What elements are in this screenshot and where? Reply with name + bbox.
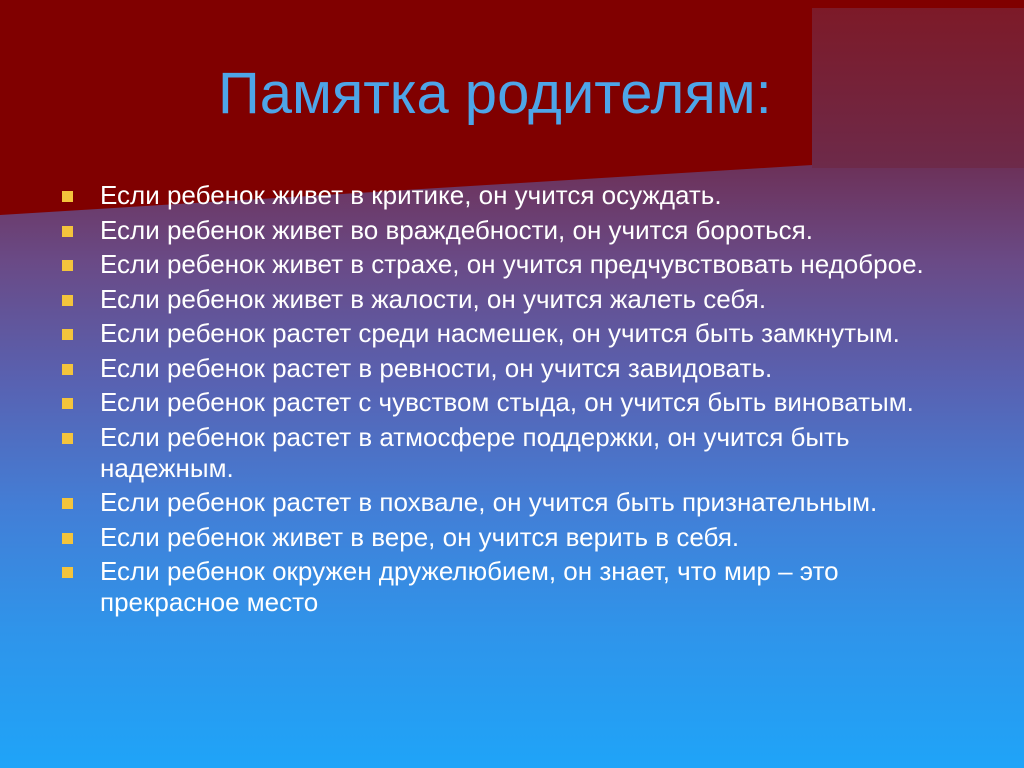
background-corner-panel	[812, 8, 1024, 168]
bullet-item	[62, 284, 972, 315]
square-bullet-icon	[62, 567, 73, 578]
bullet-item	[62, 318, 972, 349]
bullet-item	[62, 249, 972, 280]
bullet-text: Если ребенок растет в атмосфере поддержки, он учится быть надежным.	[100, 421, 850, 483]
square-bullet-icon	[62, 533, 73, 544]
bullet-item	[62, 487, 972, 518]
bullet-item	[62, 422, 972, 484]
square-bullet-icon	[62, 295, 73, 306]
bullet-text: Если ребенок растет в ревности, он учится завидовать.	[100, 352, 773, 383]
bullet-text: Если ребенок растет среди насмешек, он учится быть замкнутым.	[100, 318, 900, 348]
square-bullet-icon	[62, 498, 73, 509]
bullet-item	[62, 387, 972, 418]
bullet-text: Если ребенок растет с чувством стыда, он учится быть виноватым.	[100, 387, 914, 417]
square-bullet-icon	[62, 191, 73, 202]
square-bullet-icon	[62, 260, 73, 271]
square-bullet-icon	[62, 226, 73, 237]
square-bullet-icon	[62, 329, 73, 340]
bullet-text: Если ребенок живет в критике, он учится осуждать.	[100, 180, 722, 210]
square-bullet-icon	[62, 433, 73, 444]
bullet-item	[62, 556, 972, 618]
bullet-item	[62, 215, 972, 246]
bullet-item	[62, 180, 972, 211]
square-bullet-icon	[62, 364, 73, 375]
bullet-text: Если ребенок живет в страхе, он учится предчувствовать недоброе.	[100, 249, 924, 279]
bullet-text: Если ребенок живет во враждебности, он учится бороться.	[100, 214, 813, 245]
bullet-text: Если ребенок живет в жалости, он учится жалеть себя.	[100, 283, 767, 314]
bullet-text: Если ребенок растет в похвале, он учится быть признательным.	[100, 487, 878, 517]
bullet-text: Если ребенок живет в вере, он учится верить в себя.	[100, 521, 740, 552]
bullet-list	[62, 180, 972, 622]
bullet-item	[62, 353, 972, 384]
bullet-item	[62, 522, 972, 553]
bullet-text: Если ребенок окружен дружелюбием, он знает, что мир – это прекрасное место	[100, 556, 839, 617]
slide-title: Памятка родителям:	[218, 61, 772, 126]
square-bullet-icon	[62, 398, 73, 409]
